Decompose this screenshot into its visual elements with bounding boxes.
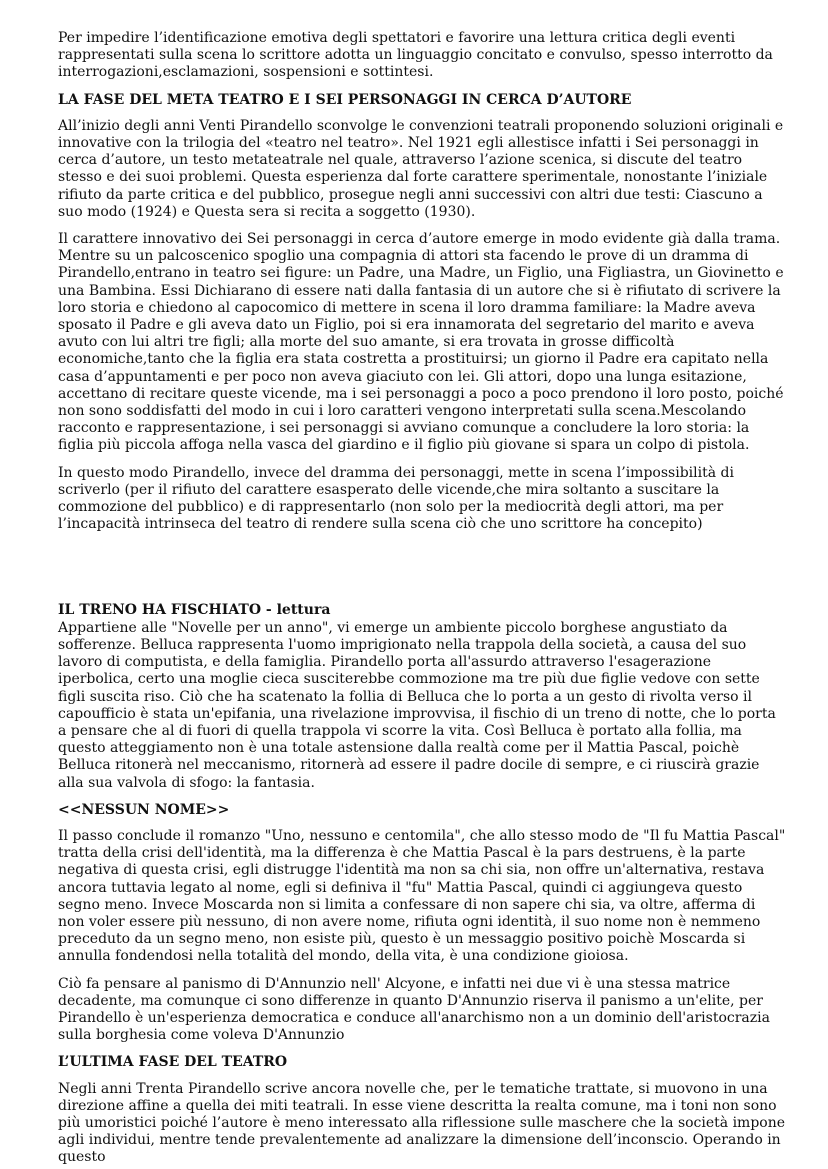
section-spacer [58, 543, 786, 602]
nessun-nome-heading: <<NESSUN NOME>> [58, 801, 230, 818]
meta-teatro-paragraph-2: Il carattere innovativo dei Sei personaggi in cerca d’autore emerge in modo evidente già dalla trama. Mentre su un palcoscenico spoglio una compagnia di attori sta facendo le prove di un dramma di Pirandello,entrano in teatro sei figure: un Padre, una Madre, un Figlio, una Figliastra, un Giovinetto e una Bambina. Essi Dichiarano di essere nati dalla fantasia di un autore che si è rifiutato di scrivere la loro storia e chiedono al capocomico di mettere in scena il loro dramma familiare: la Madre aveva sposato il Padre e gli aveva dato un Figlio, poi si era innamorata del segretario del marito e aveva avuto con lui altri tre figli; alla morte del suo amante, si era trovata in grosse difficoltà economiche,tanto che la figlia era stata costretta a prostituirsi; un giorno il Padre era capitato nella casa d’appuntamenti e per poco non aveva giaciuto con lei. Gli attori, dopo una lunga esitazione, accettano di recitare queste vicende, ma i sei personaggi a poco a poco prendono il loro posto, poiché non sono soddisfatti del modo in cui i loro caratteri vengono interpretati sulla scena.Mescolando racconto e rappresentazione, i sei personaggi si avviano comunque a concludere la loro storia: la figlia più piccola affoga nella vasca del giardino e il figlio più giovane si spara un colpo di pistola. [58, 231, 784, 454]
nessun-nome-paragraph-1: Il passo conclude il romanzo "Uno, nessuno e centomila", che allo stesso modo de "Il fu Mattia Pascal" tratta della crisi dell'identità, ma la differenza è che Mattia Pascal è la pars destruens, è la parte negativa di questa crisi, egli distrugge l'identità ma non sa chi sia, non offre un'alternativa, restava ancora tuttavia legato al nome, egli si definiva il "fu" Mattia Pascal, quindi ci aggiungeva questo segno meno. Invece Moscarda non si limita a confessare di non sapere chi sia, va oltre, afferma di non voler essere più nessuno, di non avere nome, rifiuta ogni identità, il suo nome non è nemmeno preceduto da un segno meno, non esiste più, questo è un messaggio positivo poichè Moscarda si annulla fondendosi nella totalità del mondo, della vita, è una condizione gioiosa. [58, 827, 786, 965]
meta-teatro-heading: LA FASE DEL META TEATRO E I SEI PERSONAGGI IN CERCA D’AUTORE [58, 91, 632, 108]
nessun-nome-paragraph-2: Ciò fa pensare al panismo di D'Annunzio nell' Alcyone, e infatti nei due vi è una stessa matrice decadente, ma comunque ci sono differenze in quanto D'Annunzio riserva il panismo a un'elite, per Pirandello è un'esperienza democratica e conduce all'anarchismo non a un dominio dell'aristocrazia sulla borghesia come voleva D'Annunzio [58, 975, 770, 1044]
treno-paragraph-1: Appartiene alle "Novelle per un anno", vi emerge un ambiente piccolo borghese angustiato da sofferenze. Belluca rappresenta l'uomo imprigionato nella trappola della società, a causa del suo lavoro di computista, e della famiglia. Pirandello porta all'assurdo attraverso l'esagerazione iperbolica, certo una moglie cieca susciterebbe commozione ma tre più due figlie vedove con sette figli suscita riso. Ciò che ha scatenato la follia di Belluca che lo porta a un gesto di rivolta verso il capoufficio è stata un'epifania, una rivelazione improvvisa, il fischio di un treno di notte, che lo porta a pensare che al di fuori di quella trappola vi scorre la vita. Così Belluca è portato alla follia, ma questo atteggiamento non è una totale astensione dalla realtà come per il Mattia Pascal, poichè Belluca ritonerà nel meccanismo, ritornerà ad essere il padre docile di sempre, e ci riuscirà grazie alla sua valvola di sfogo: la fantasia. [58, 619, 776, 791]
ultima-fase-paragraph-1: Negli anni Trenta Pirandello scrive ancora novelle che, per le tematiche trattate, si muovono in una direzione affine a quella dei miti teatrali. In esse viene descritta la realta comune, ma i toni non sono più umoristici poiché l’autore è meno interessato alla riflessione sulle maschere che la società impone agli individui, mentre tende prevalentemente ad analizzare la dimensione dell’inconscio. Operando in questo [58, 1080, 786, 1166]
meta-teatro-paragraph-3: In questo modo Pirandello, invece del dramma dei personaggi, mette in scena l’impossibilità di scriverlo (per il rifiuto del carattere esasperato delle vicende,che mira soltanto a suscitare la commozione del pubblico) e di rappresentarlo (non solo per la mediocrità degli attori, ma per l’incapacità intrinseca del teatro di rendere sulla scena ciò che uno scrittore ha concepito) [58, 464, 734, 533]
meta-teatro-paragraph-1: All’inizio degli anni Venti Pirandello sconvolge le convenzioni teatrali proponendo soluzioni originali e innovative con la trilogia del «teatro nel teatro». Nel 1921 egli allestisce infatti i Sei personaggi in cerca d’autore, un testo metateatrale nel quale, attraverso l’azione scenica, si discute del teatro stesso e dei suoi problemi. Questa esperienza dal forte carattere sperimentale, nonostante l’iniziale rifiuto da parte critica e del pubblico, prosegue negli anni successivi con altri due testi: Ciascuno a suo modo (1924) e Questa sera si recita a soggetto (1930). [58, 117, 784, 220]
intro-paragraph: Per impedire l’identificazione emotiva degli spettatori e favorire una lettura critica degli eventi rappresentati sulla scena lo scrittore adotta un linguaggio concitato e convulso, spesso interrotto da interrogazioni,esclamazioni, sospensioni e sottintesi. [58, 30, 773, 81]
ultima-fase-heading: L’ULTIMA FASE DEL TEATRO [58, 1054, 288, 1071]
treno-heading: IL TRENO HA FISCHIATO - lettura [58, 602, 331, 619]
